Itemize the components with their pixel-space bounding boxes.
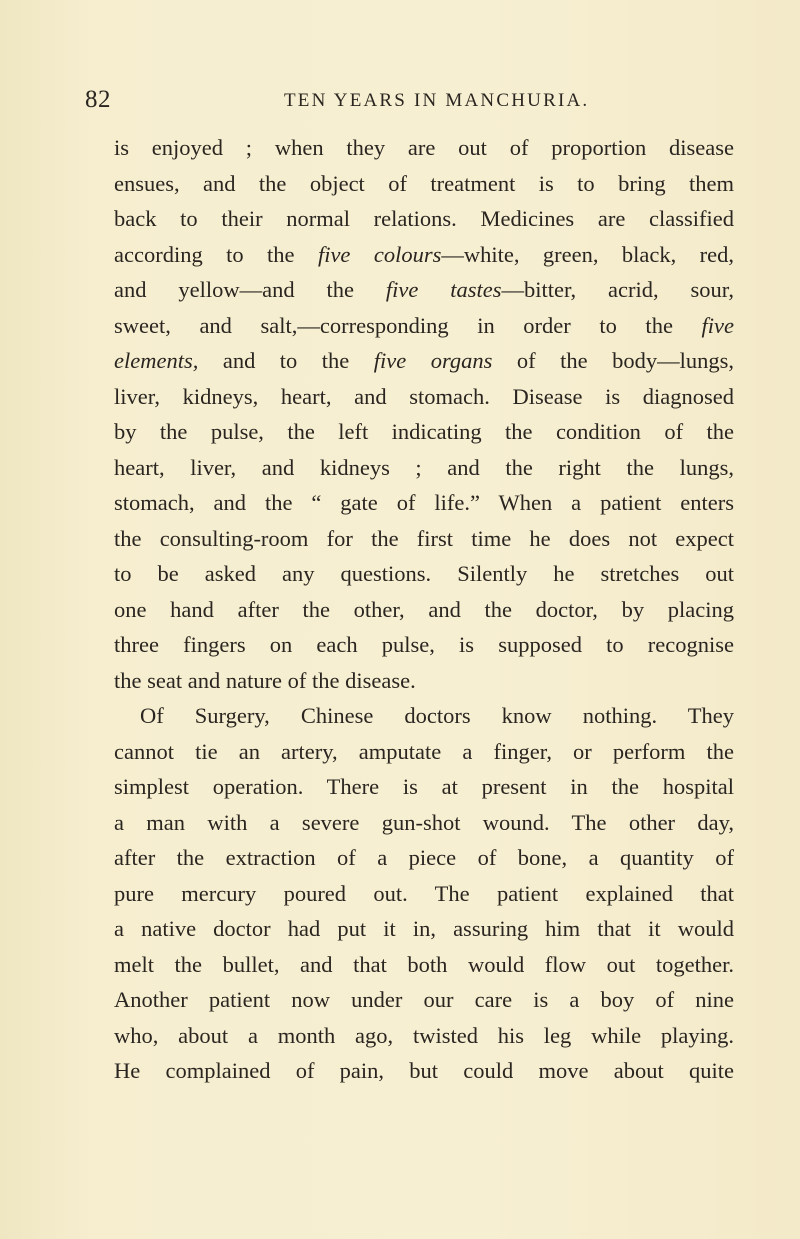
line-text: to be asked any questions. Silently he stretches out [114,561,734,586]
line-text: heart, liver, and kidneys ; and the right the lungs, [114,454,734,480]
italic-term: five tastes [385,277,502,302]
line-text: a native doctor had put it in, assuring him that it would [114,916,734,941]
text-line [114,485,734,521]
line-text: the consulting-room for the first time he does not expect [114,525,734,551]
line-text: ensues, and the object of treatment is to bring them [114,170,734,196]
page-number: 82 [85,86,111,113]
text-line [114,130,734,166]
text-line [114,876,734,912]
text-line [114,805,734,841]
italic-term: five organs [373,348,493,373]
line-text: of the body—lungs, [492,348,734,373]
text-line [114,840,734,876]
text-line [114,627,734,663]
text-line [114,379,734,415]
text-line [114,947,734,983]
italic-term: elements, [114,348,199,373]
line-text: three fingers on each pulse, is supposed to recognise [114,632,734,657]
text-line [114,1018,734,1054]
text-line [114,982,734,1018]
text-line [114,237,734,273]
line-text: the seat and nature of the disease. [114,667,416,693]
line-text: a man with a severe gun-shot wound. The other day, [114,809,734,835]
text-line [114,769,734,805]
line-text: melt the bullet, and that both would flow out together. [114,951,734,977]
line-text: —white, green, black, red, [441,241,734,267]
text-line [114,521,734,557]
line-text: is enjoyed ; when they are out of proportion disease [114,135,734,160]
line-text: back to their normal relations. Medicines are classified [114,206,734,231]
text-line [114,166,734,202]
italic-term: five colours [317,241,442,267]
page-header [0,86,800,120]
text-line [114,663,734,699]
line-text: pure mercury poured out. The patient explained that [114,880,734,906]
text-line [114,343,734,379]
line-text: after the extraction of a piece of bone, a quantity of [114,845,734,870]
line-text: —bitter, acrid, sour, [501,277,734,302]
line-text: and to the [198,348,374,373]
line-text: Another patient now under our care is a boy of nine [114,987,734,1012]
running-head: TEN YEARS IN MANCHURIA. [284,90,590,111]
text-line [114,414,734,450]
text-line [114,450,734,486]
text-line [114,308,734,344]
text-line [114,911,734,947]
text-line [114,734,734,770]
text-line [114,698,734,734]
italic-term: five [701,312,734,338]
line-text: stomach, and the “ gate of life.” When a patient enters [114,490,734,515]
line-text: He complained of pain, but could move about quite [114,1058,734,1083]
line-text: liver, kidneys, heart, and stomach. Disease is diagnosed [114,383,734,409]
text-line [114,1053,734,1089]
line-text: one hand after the other, and the doctor, by placing [114,596,734,622]
line-text: cannot tie an artery, amputate a finger, or perform the [114,738,734,764]
line-text: who, about a month ago, twisted his leg while playing. [114,1022,734,1048]
line-text: and yellow—and the [114,277,386,302]
body-text [114,130,734,1089]
line-text: simplest operation. There is at present in the hospital [114,774,734,799]
line-text: sweet, and salt,—corresponding in order to the [114,312,702,338]
line-text: Of Surgery, Chinese doctors know nothing. They [140,703,734,728]
text-line [114,556,734,592]
line-text: according to the [114,241,318,267]
text-line [114,201,734,237]
text-line [114,592,734,628]
line-text: by the pulse, the left indicating the condition of the [114,419,734,444]
text-line [114,272,734,308]
